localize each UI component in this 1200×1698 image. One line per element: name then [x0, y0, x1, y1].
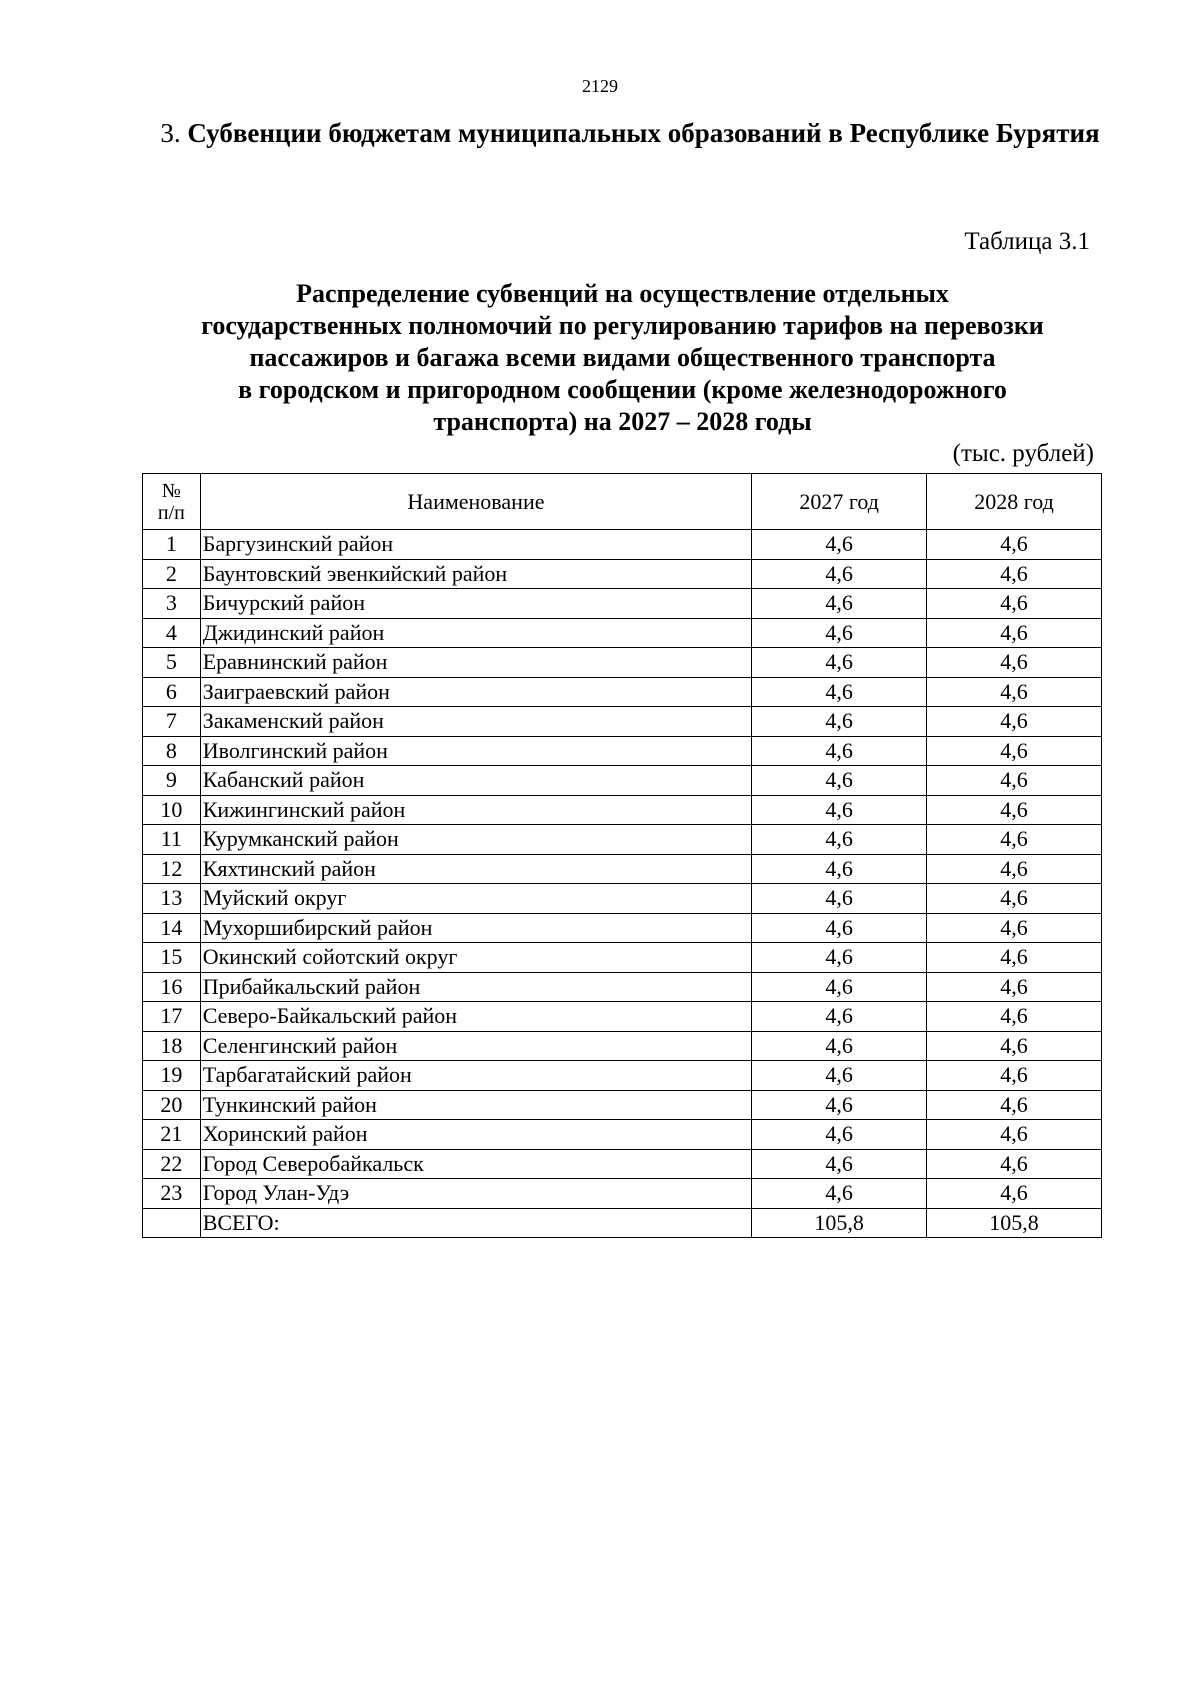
row-number: 11: [143, 825, 201, 855]
section-title-text: Субвенции бюджетам муниципальных образований в Республике Бурятия: [187, 118, 1100, 148]
caption-line: государственных полномочий по регулированию тарифов на перевозки: [201, 311, 1044, 340]
caption-line: пассажиров и багажа всеми видами общественного транспорта: [249, 343, 996, 372]
row-value-2027: 4,6: [752, 1061, 927, 1091]
row-number: 20: [143, 1090, 201, 1120]
row-number: 7: [143, 707, 201, 737]
row-name: Еравнинский район: [200, 648, 752, 678]
section-number: 3.: [160, 118, 181, 148]
total-row: [143, 1208, 1102, 1238]
row-value-2027: 4,6: [752, 677, 927, 707]
row-name: Кабанский район: [200, 766, 752, 796]
table-row: [143, 589, 1102, 619]
section-title: [150, 116, 1110, 150]
table-caption: [140, 278, 1105, 438]
caption-line: в городском и пригородном сообщении (кроме железнодорожного: [238, 375, 1007, 404]
row-value-2027: 4,6: [752, 766, 927, 796]
row-value-2028: 4,6: [927, 559, 1102, 589]
row-number: 13: [143, 884, 201, 914]
row-value-2027: 4,6: [752, 1179, 927, 1209]
row-name: Кижингинский район: [200, 795, 752, 825]
table-row: [143, 1179, 1102, 1209]
row-number: 15: [143, 943, 201, 973]
row-value-2027: 4,6: [752, 736, 927, 766]
row-value-2027: 4,6: [752, 854, 927, 884]
row-value-2027: 4,6: [752, 530, 927, 560]
row-name: ВСЕГО:: [200, 1208, 752, 1238]
row-number: 4: [143, 618, 201, 648]
row-number: 18: [143, 1031, 201, 1061]
row-value-2028: 4,6: [927, 736, 1102, 766]
row-value-2028: 4,6: [927, 825, 1102, 855]
row-value-2028: 4,6: [927, 1031, 1102, 1061]
table-row: [143, 825, 1102, 855]
caption-line: транспорта) на 2027 – 2028 годы: [433, 407, 812, 436]
table-header-row: [143, 474, 1102, 530]
header-2028: 2028 год: [927, 474, 1102, 530]
table-row: [143, 736, 1102, 766]
row-name: Закаменский район: [200, 707, 752, 737]
row-value-2028: 4,6: [927, 648, 1102, 678]
row-name: Кяхтинский район: [200, 854, 752, 884]
table-row: [143, 884, 1102, 914]
row-name: Окинский сойотский округ: [200, 943, 752, 973]
row-value-2028: 4,6: [927, 530, 1102, 560]
page-number: 2129: [582, 76, 618, 96]
row-name: Джидинский район: [200, 618, 752, 648]
row-value-2027: 4,6: [752, 795, 927, 825]
row-value-2028: 4,6: [927, 618, 1102, 648]
row-value-2028: 4,6: [927, 677, 1102, 707]
row-number: 23: [143, 1179, 201, 1209]
row-value-2028: 4,6: [927, 1149, 1102, 1179]
row-number: 17: [143, 1002, 201, 1032]
header-number-line1: №: [161, 479, 181, 502]
table-label: Таблица 3.1: [964, 228, 1090, 255]
table-row: [143, 707, 1102, 737]
row-name: Город Северобайкальск: [200, 1149, 752, 1179]
row-value-2027: 4,6: [752, 825, 927, 855]
row-value-2028: 4,6: [927, 1002, 1102, 1032]
row-value-2027: 4,6: [752, 618, 927, 648]
row-number: 8: [143, 736, 201, 766]
row-value-2027: 4,6: [752, 559, 927, 589]
row-name: Баунтовский эвенкийский район: [200, 559, 752, 589]
row-number: 10: [143, 795, 201, 825]
row-value-2027: 4,6: [752, 972, 927, 1002]
table-row: [143, 943, 1102, 973]
distribution-table: [142, 473, 1102, 1238]
table-row: [143, 1002, 1102, 1032]
row-value-2027: 4,6: [752, 884, 927, 914]
header-2027: 2027 год: [752, 474, 927, 530]
row-name: Хоринский район: [200, 1120, 752, 1150]
row-number: 3: [143, 589, 201, 619]
row-value-2028: 105,8: [927, 1208, 1102, 1238]
header-number-line2: п/п: [157, 501, 185, 524]
table-row: [143, 648, 1102, 678]
row-number: 16: [143, 972, 201, 1002]
row-number: 2: [143, 559, 201, 589]
table-row: [143, 766, 1102, 796]
row-name: Иволгинский район: [200, 736, 752, 766]
row-name: Тарбагатайский район: [200, 1061, 752, 1091]
table-row: [143, 795, 1102, 825]
units-label: (тыс. рублей): [952, 440, 1094, 467]
table-row: [143, 559, 1102, 589]
row-number: [143, 1208, 201, 1238]
table-row: [143, 972, 1102, 1002]
row-value-2028: 4,6: [927, 1061, 1102, 1091]
table-row: [143, 1090, 1102, 1120]
header-number: [143, 474, 201, 530]
row-number: 19: [143, 1061, 201, 1091]
table-row: [143, 618, 1102, 648]
row-name: Муйский округ: [200, 884, 752, 914]
row-name: Бичурский район: [200, 589, 752, 619]
row-value-2028: 4,6: [927, 943, 1102, 973]
row-name: Прибайкальский район: [200, 972, 752, 1002]
row-value-2027: 4,6: [752, 913, 927, 943]
row-value-2027: 4,6: [752, 648, 927, 678]
row-value-2027: 4,6: [752, 943, 927, 973]
row-number: 6: [143, 677, 201, 707]
row-value-2027: 105,8: [752, 1208, 927, 1238]
row-number: 21: [143, 1120, 201, 1150]
row-value-2028: 4,6: [927, 854, 1102, 884]
table-row: [143, 1031, 1102, 1061]
row-number: 12: [143, 854, 201, 884]
table-row: [143, 677, 1102, 707]
row-value-2028: 4,6: [927, 589, 1102, 619]
table-row: [143, 913, 1102, 943]
table-row: [143, 1120, 1102, 1150]
row-name: Селенгинский район: [200, 1031, 752, 1061]
row-name: Мухоршибирский район: [200, 913, 752, 943]
row-number: 9: [143, 766, 201, 796]
header-name: Наименование: [200, 474, 752, 530]
row-name: Заиграевский район: [200, 677, 752, 707]
row-value-2028: 4,6: [927, 972, 1102, 1002]
table-body: [143, 530, 1102, 1238]
row-value-2028: 4,6: [927, 795, 1102, 825]
row-number: 5: [143, 648, 201, 678]
row-value-2027: 4,6: [752, 589, 927, 619]
row-value-2028: 4,6: [927, 766, 1102, 796]
row-name: Курумканский район: [200, 825, 752, 855]
row-value-2027: 4,6: [752, 1002, 927, 1032]
row-name: Северо-Байкальский район: [200, 1002, 752, 1032]
row-name: Тункинский район: [200, 1090, 752, 1120]
row-value-2028: 4,6: [927, 884, 1102, 914]
row-name: Баргузинский район: [200, 530, 752, 560]
table-row: [143, 1149, 1102, 1179]
row-number: 22: [143, 1149, 201, 1179]
row-value-2028: 4,6: [927, 1090, 1102, 1120]
row-value-2027: 4,6: [752, 1149, 927, 1179]
row-name: Город Улан-Удэ: [200, 1179, 752, 1209]
row-number: 14: [143, 913, 201, 943]
row-number: 1: [143, 530, 201, 560]
row-value-2028: 4,6: [927, 913, 1102, 943]
row-value-2027: 4,6: [752, 707, 927, 737]
table-row: [143, 854, 1102, 884]
row-value-2028: 4,6: [927, 707, 1102, 737]
row-value-2027: 4,6: [752, 1090, 927, 1120]
table-row: [143, 530, 1102, 560]
row-value-2027: 4,6: [752, 1120, 927, 1150]
row-value-2028: 4,6: [927, 1179, 1102, 1209]
row-value-2028: 4,6: [927, 1120, 1102, 1150]
table-row: [143, 1061, 1102, 1091]
row-value-2027: 4,6: [752, 1031, 927, 1061]
caption-line: Распределение субвенций на осуществление отдельных: [296, 279, 949, 308]
